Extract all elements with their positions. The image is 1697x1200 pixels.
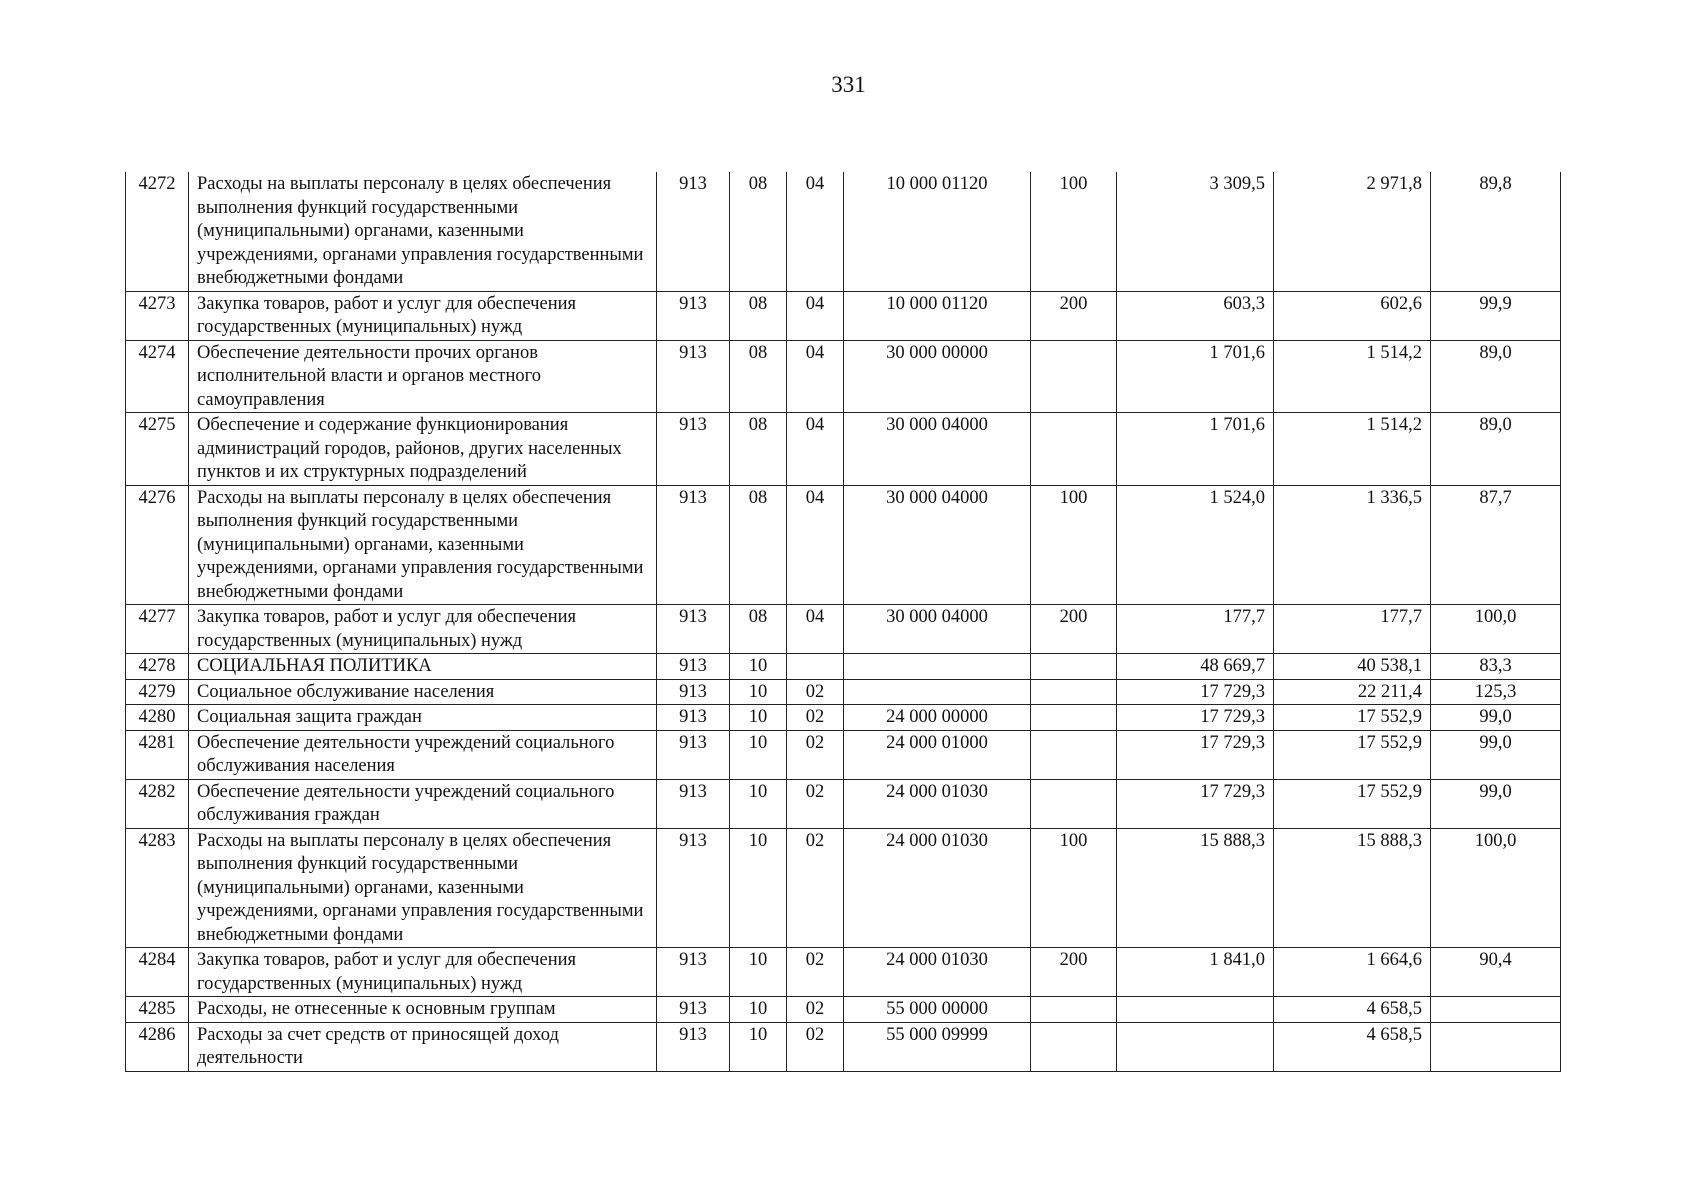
target-article-code-cell (844, 654, 1031, 680)
execution-percent-cell: 99,0 (1431, 730, 1561, 779)
planned-amount-cell: 1 524,0 (1117, 485, 1274, 605)
subsection-code-cell: 02 (787, 828, 844, 948)
table-row (126, 1022, 1561, 1071)
execution-percent-cell: 90,4 (1431, 948, 1561, 997)
target-article-code-cell: 24 000 01030 (844, 779, 1031, 828)
row-number-cell: 4275 (126, 413, 189, 486)
subsection-code-cell: 02 (787, 679, 844, 705)
department-code-cell: 913 (657, 291, 730, 340)
target-article-code-cell: 24 000 01030 (844, 948, 1031, 997)
table-row (126, 705, 1561, 731)
target-article-code-cell: 30 000 00000 (844, 340, 1031, 413)
department-code-cell: 913 (657, 730, 730, 779)
table-row (126, 291, 1561, 340)
planned-amount-cell: 1 841,0 (1117, 948, 1274, 997)
target-article-code-cell (844, 679, 1031, 705)
item-name-cell: Социальная защита граждан (189, 705, 657, 731)
table-row (126, 828, 1561, 948)
target-article-code-cell: 24 000 01000 (844, 730, 1031, 779)
actual-amount-cell: 1 664,6 (1274, 948, 1431, 997)
execution-percent-cell: 99,0 (1431, 779, 1561, 828)
target-article-code-cell: 10 000 01120 (844, 291, 1031, 340)
table-row (126, 605, 1561, 654)
expense-type-code-cell (1031, 340, 1117, 413)
section-code-cell: 10 (730, 948, 787, 997)
table-row (126, 779, 1561, 828)
section-code-cell: 10 (730, 654, 787, 680)
planned-amount-cell: 15 888,3 (1117, 828, 1274, 948)
item-name-cell: СОЦИАЛЬНАЯ ПОЛИТИКА (189, 654, 657, 680)
subsection-code-cell: 02 (787, 779, 844, 828)
target-article-code-cell: 24 000 00000 (844, 705, 1031, 731)
execution-percent-cell: 89,8 (1431, 172, 1561, 291)
section-code-cell: 10 (730, 730, 787, 779)
subsection-code-cell: 02 (787, 1022, 844, 1071)
table-row (126, 485, 1561, 605)
department-code-cell: 913 (657, 1022, 730, 1071)
planned-amount-cell: 1 701,6 (1117, 340, 1274, 413)
execution-percent-cell: 83,3 (1431, 654, 1561, 680)
actual-amount-cell: 22 211,4 (1274, 679, 1431, 705)
table-row (126, 730, 1561, 779)
item-name-cell: Обеспечение деятельности прочих органов исполнительной власти и органов местного самоуправления (189, 340, 657, 413)
item-name-cell: Обеспечение и содержание функционирования администраций городов, районов, других населенных пунктов и их структурных подразделений (189, 413, 657, 486)
item-name-cell: Обеспечение деятельности учреждений социального обслуживания граждан (189, 779, 657, 828)
actual-amount-cell: 4 658,5 (1274, 997, 1431, 1023)
row-number-cell: 4278 (126, 654, 189, 680)
item-name-cell: Расходы, не отнесенные к основным группам (189, 997, 657, 1023)
target-article-code-cell: 30 000 04000 (844, 485, 1031, 605)
section-code-cell: 08 (730, 172, 787, 291)
row-number-cell: 4286 (126, 1022, 189, 1071)
target-article-code-cell: 30 000 04000 (844, 605, 1031, 654)
section-code-cell: 10 (730, 779, 787, 828)
subsection-code-cell: 02 (787, 730, 844, 779)
expense-type-code-cell: 100 (1031, 828, 1117, 948)
department-code-cell: 913 (657, 779, 730, 828)
row-number-cell: 4276 (126, 485, 189, 605)
item-name-cell: Расходы на выплаты персоналу в целях обеспечения выполнения функций государственными (муниципальными) органами, казенными учреждениями, органами управления государственными внебюджетными фондами (189, 172, 657, 291)
subsection-code-cell: 02 (787, 948, 844, 997)
section-code-cell: 08 (730, 485, 787, 605)
item-name-cell: Расходы на выплаты персоналу в целях обеспечения выполнения функций государственными (муниципальными) органами, казенными учреждениями, органами управления государственными внебюджетными фондами (189, 485, 657, 605)
row-number-cell: 4283 (126, 828, 189, 948)
table-row (126, 340, 1561, 413)
section-code-cell: 08 (730, 291, 787, 340)
row-number-cell: 4273 (126, 291, 189, 340)
execution-percent-cell: 100,0 (1431, 828, 1561, 948)
department-code-cell: 913 (657, 679, 730, 705)
subsection-code-cell: 04 (787, 485, 844, 605)
planned-amount-cell: 177,7 (1117, 605, 1274, 654)
row-number-cell: 4281 (126, 730, 189, 779)
actual-amount-cell: 15 888,3 (1274, 828, 1431, 948)
row-number-cell: 4277 (126, 605, 189, 654)
actual-amount-cell: 602,6 (1274, 291, 1431, 340)
item-name-cell: Обеспечение деятельности учреждений социального обслуживания населения (189, 730, 657, 779)
item-name-cell: Расходы за счет средств от приносящей доход деятельности (189, 1022, 657, 1071)
department-code-cell: 913 (657, 413, 730, 486)
row-number-cell: 4280 (126, 705, 189, 731)
department-code-cell: 913 (657, 485, 730, 605)
row-number-cell: 4274 (126, 340, 189, 413)
department-code-cell: 913 (657, 172, 730, 291)
expense-type-code-cell (1031, 413, 1117, 486)
department-code-cell: 913 (657, 654, 730, 680)
item-name-cell: Закупка товаров, работ и услуг для обеспечения государственных (муниципальных) нужд (189, 605, 657, 654)
row-number-cell: 4282 (126, 779, 189, 828)
target-article-code-cell: 10 000 01120 (844, 172, 1031, 291)
department-code-cell: 913 (657, 948, 730, 997)
subsection-code-cell: 04 (787, 340, 844, 413)
actual-amount-cell: 17 552,9 (1274, 730, 1431, 779)
execution-percent-cell: 89,0 (1431, 340, 1561, 413)
expense-type-code-cell: 200 (1031, 605, 1117, 654)
expense-type-code-cell (1031, 1022, 1117, 1071)
page-number: 331 (831, 72, 866, 97)
item-name-cell: Закупка товаров, работ и услуг для обеспечения государственных (муниципальных) нужд (189, 948, 657, 997)
planned-amount-cell: 603,3 (1117, 291, 1274, 340)
target-article-code-cell: 55 000 00000 (844, 997, 1031, 1023)
table-row (126, 413, 1561, 486)
expense-type-code-cell (1031, 705, 1117, 731)
budget-table (125, 172, 1561, 1072)
planned-amount-cell: 3 309,5 (1117, 172, 1274, 291)
section-code-cell: 10 (730, 997, 787, 1023)
execution-percent-cell: 87,7 (1431, 485, 1561, 605)
row-number-cell: 4272 (126, 172, 189, 291)
expense-type-code-cell (1031, 997, 1117, 1023)
item-name-cell: Расходы на выплаты персоналу в целях обеспечения выполнения функций государственными (муниципальными) органами, казенными учреждениями, органами управления государственными внебюджетными фондами (189, 828, 657, 948)
subsection-code-cell: 04 (787, 605, 844, 654)
expense-type-code-cell (1031, 654, 1117, 680)
section-code-cell: 10 (730, 828, 787, 948)
item-name-cell: Закупка товаров, работ и услуг для обеспечения государственных (муниципальных) нужд (189, 291, 657, 340)
subsection-code-cell: 04 (787, 413, 844, 486)
table-row (126, 172, 1561, 291)
subsection-code-cell: 02 (787, 705, 844, 731)
subsection-code-cell: 04 (787, 291, 844, 340)
row-number-cell: 4284 (126, 948, 189, 997)
target-article-code-cell: 55 000 09999 (844, 1022, 1031, 1071)
table-body (126, 172, 1561, 1071)
expense-type-code-cell: 200 (1031, 948, 1117, 997)
section-code-cell: 10 (730, 679, 787, 705)
execution-percent-cell: 99,9 (1431, 291, 1561, 340)
subsection-code-cell: 04 (787, 172, 844, 291)
row-number-cell: 4279 (126, 679, 189, 705)
row-number-cell: 4285 (126, 997, 189, 1023)
table-row (126, 997, 1561, 1023)
actual-amount-cell: 17 552,9 (1274, 779, 1431, 828)
target-article-code-cell: 24 000 01030 (844, 828, 1031, 948)
planned-amount-cell (1117, 997, 1274, 1023)
table-row (126, 679, 1561, 705)
actual-amount-cell: 1 514,2 (1274, 413, 1431, 486)
department-code-cell: 913 (657, 997, 730, 1023)
planned-amount-cell (1117, 1022, 1274, 1071)
execution-percent-cell: 125,3 (1431, 679, 1561, 705)
department-code-cell: 913 (657, 828, 730, 948)
expense-type-code-cell (1031, 779, 1117, 828)
section-code-cell: 10 (730, 1022, 787, 1071)
department-code-cell: 913 (657, 340, 730, 413)
actual-amount-cell: 1 514,2 (1274, 340, 1431, 413)
actual-amount-cell: 2 971,8 (1274, 172, 1431, 291)
execution-percent-cell: 89,0 (1431, 413, 1561, 486)
planned-amount-cell: 17 729,3 (1117, 779, 1274, 828)
execution-percent-cell: 99,0 (1431, 705, 1561, 731)
planned-amount-cell: 17 729,3 (1117, 679, 1274, 705)
planned-amount-cell: 17 729,3 (1117, 730, 1274, 779)
item-name-cell: Социальное обслуживание населения (189, 679, 657, 705)
department-code-cell: 913 (657, 705, 730, 731)
execution-percent-cell (1431, 997, 1561, 1023)
table-row (126, 654, 1561, 680)
subsection-code-cell (787, 654, 844, 680)
actual-amount-cell: 40 538,1 (1274, 654, 1431, 680)
section-code-cell: 08 (730, 340, 787, 413)
table-row (126, 948, 1561, 997)
department-code-cell: 913 (657, 605, 730, 654)
actual-amount-cell: 17 552,9 (1274, 705, 1431, 731)
section-code-cell: 08 (730, 413, 787, 486)
actual-amount-cell: 4 658,5 (1274, 1022, 1431, 1071)
execution-percent-cell: 100,0 (1431, 605, 1561, 654)
expense-type-code-cell: 200 (1031, 291, 1117, 340)
expense-type-code-cell: 100 (1031, 485, 1117, 605)
expense-type-code-cell (1031, 730, 1117, 779)
planned-amount-cell: 48 669,7 (1117, 654, 1274, 680)
expense-type-code-cell (1031, 679, 1117, 705)
expense-type-code-cell: 100 (1031, 172, 1117, 291)
target-article-code-cell: 30 000 04000 (844, 413, 1031, 486)
subsection-code-cell: 02 (787, 997, 844, 1023)
actual-amount-cell: 1 336,5 (1274, 485, 1431, 605)
actual-amount-cell: 177,7 (1274, 605, 1431, 654)
planned-amount-cell: 17 729,3 (1117, 705, 1274, 731)
section-code-cell: 08 (730, 605, 787, 654)
planned-amount-cell: 1 701,6 (1117, 413, 1274, 486)
section-code-cell: 10 (730, 705, 787, 731)
execution-percent-cell (1431, 1022, 1561, 1071)
